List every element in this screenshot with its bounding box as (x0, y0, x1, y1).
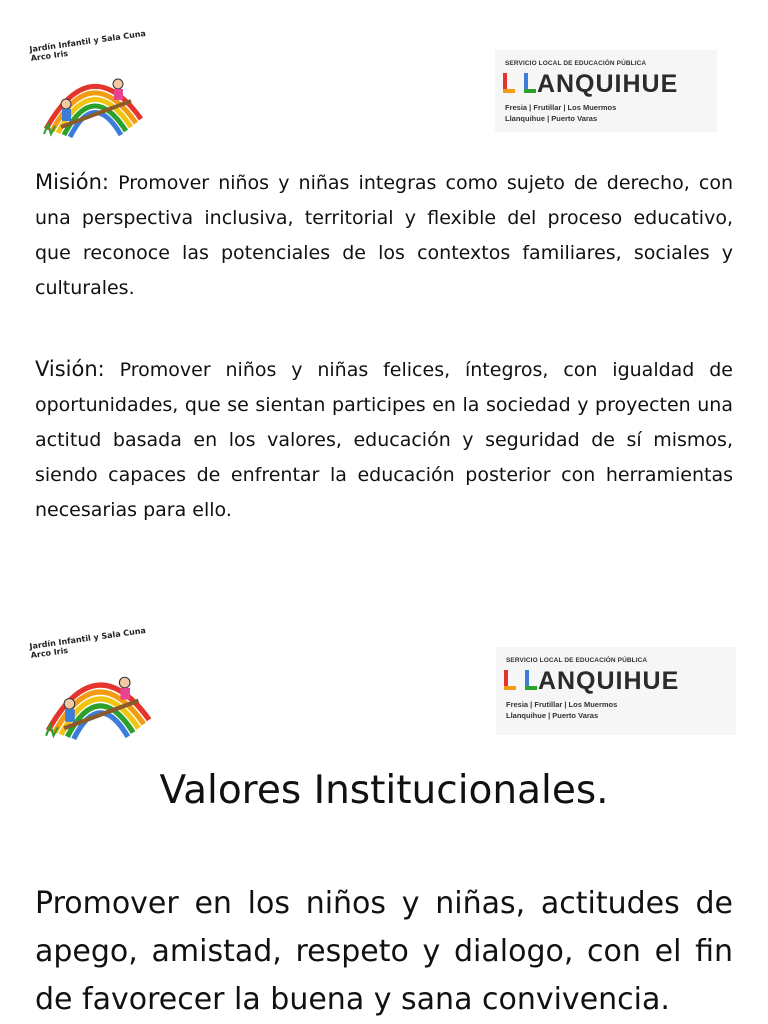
vision-label: Visión: (35, 357, 105, 381)
mission-label: Misión: (35, 170, 109, 194)
kindergarten-name: Jardín Infantil y Sala Cuna Arco Iris (28, 28, 147, 64)
rainbow-illustration (36, 59, 146, 139)
kindergarten-name: Jardín Infantil y Sala Cuna Arco Iris (28, 625, 147, 661)
brand-text: ANQUIHUE (537, 667, 680, 695)
towns-list (505, 102, 616, 124)
kindergarten-logo (28, 625, 170, 737)
towns-line-2: Llanquihue | Puerto Varas (505, 114, 598, 123)
header-top (0, 28, 768, 155)
towns-line-2: Llanquihue | Puerto Varas (506, 711, 599, 720)
kindergarten-logo (28, 28, 170, 140)
header-bottom (0, 625, 768, 752)
brand-wordmark (503, 70, 678, 98)
brand-wordmark (504, 667, 679, 695)
values-title: Valores Institucionales. (159, 768, 609, 813)
brand-letter-l1-icon (503, 73, 516, 93)
service-label: SERVICIO LOCAL DE EDUCACIÓN PÚBLICA (505, 60, 647, 67)
towns-line-1: Fresia | Frutillar | Los Muermos (505, 103, 617, 112)
towns-line-1: Fresia | Frutillar | Los Muermos (506, 700, 618, 709)
brand-text: ANQUIHUE (536, 70, 679, 98)
vision-text: Promover niños y niñas felices, íntegros, con igualdad de oportunidades, que se sientan participes en la sociedad y proyecten una actitud basada en los valores, educación y seguridad de sí mismos, siendo capaces de enfrentar la educación posterior con herramientas necesarias para ello. (35, 359, 733, 521)
slep-llanquihue-logo (496, 647, 736, 735)
slep-llanquihue-logo (495, 50, 717, 132)
values-paragraph: Promover en los niños y niñas, actitudes de apego, amistad, respeto y dialogo, con el fin de favorecer la buena y sana convivencia. (35, 886, 733, 1017)
mission-text: Promover niños y niñas integras como sujeto de derecho, con una perspectiva inclusiva, territorial y flexible del proceso educativo, que reconoce las potenciales de los contextos familiares, sociales y culturales. (35, 172, 733, 299)
brand-letter-l2-icon (524, 73, 537, 93)
rainbow-illustration (36, 656, 156, 741)
service-label: SERVICIO LOCAL DE EDUCACIÓN PÚBLICA (506, 657, 648, 664)
brand-letter-l1-icon (504, 670, 517, 690)
mission-paragraph (35, 165, 733, 306)
vision-paragraph (35, 352, 733, 528)
brand-letter-l2-icon (525, 670, 538, 690)
towns-list (506, 699, 617, 721)
